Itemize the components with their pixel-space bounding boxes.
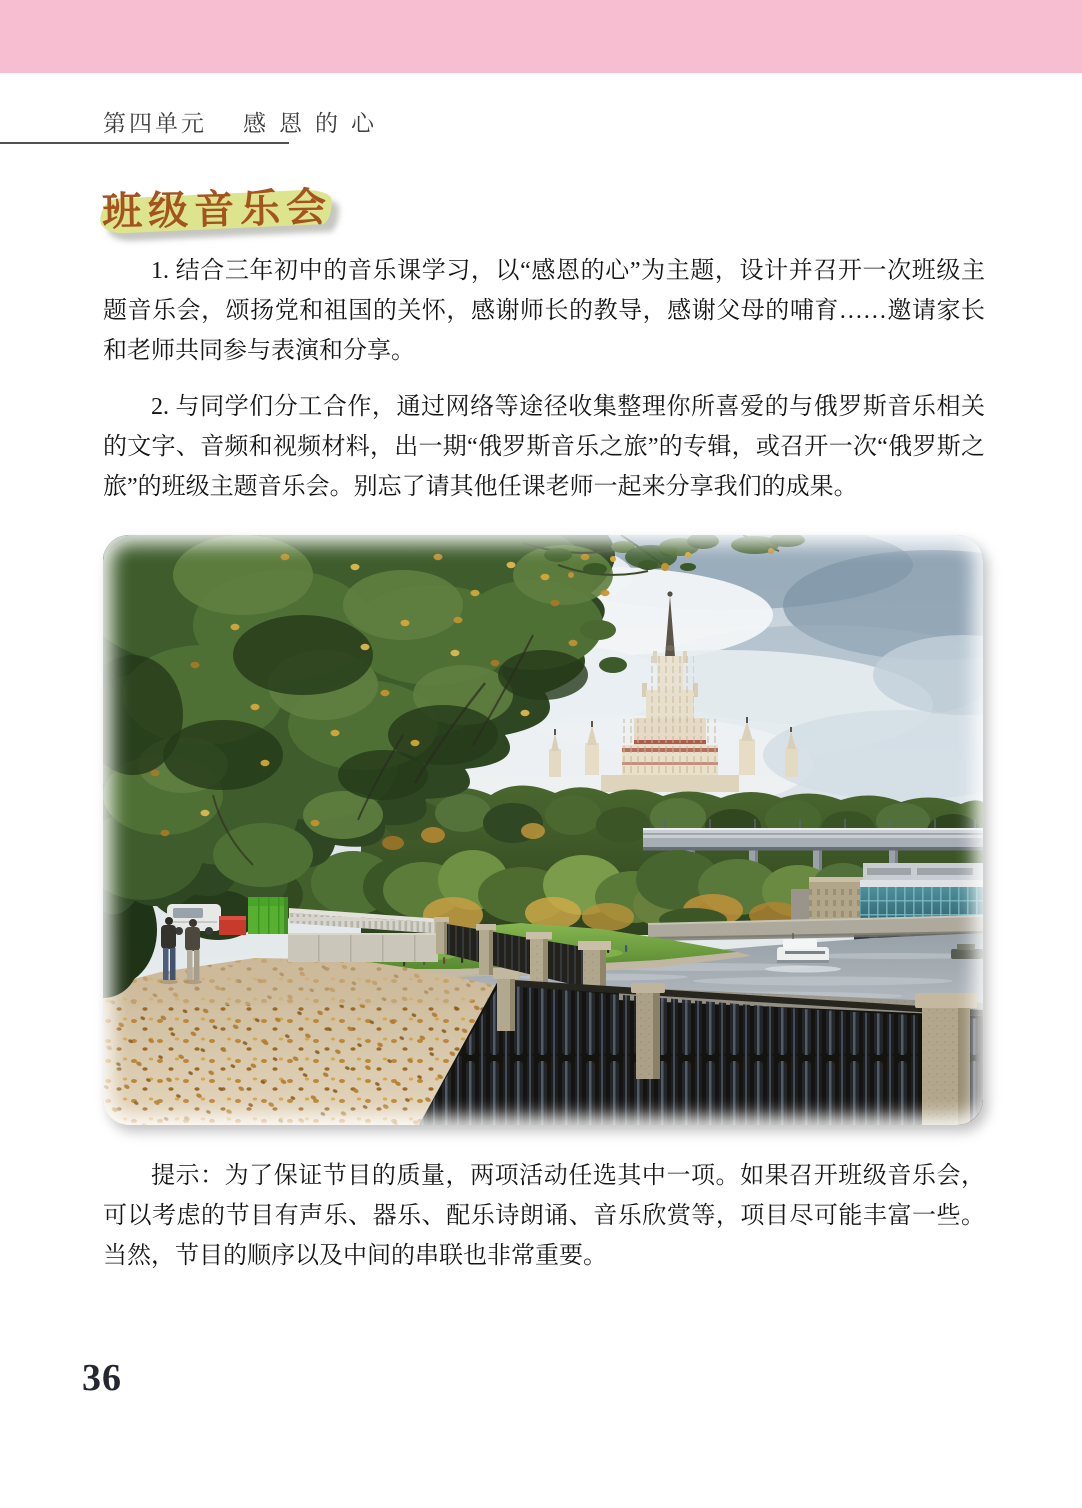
activity-paragraph-2: 2. 与同学们分工合作，通过网络等途径收集整理你所喜爱的与俄罗斯音乐相关的文字、音频和视频材料，出一期“俄罗斯音乐之旅”的专辑，或召开一次“俄罗斯之旅”的班级主题音乐会。别忘了请其他任课老师一起来分享我们的成果。 — [103, 394, 985, 500]
section-title-text: 班级音乐会 — [101, 184, 333, 235]
header-rule — [0, 142, 289, 144]
moscow-riverside-photo — [103, 535, 983, 1125]
riverside-scene — [103, 535, 983, 1125]
hint-paragraph: 提示：为了保证节目的质量，两项活动任选其中一项。如果召开班级音乐会，可以考虑的节目有声乐、器乐、配乐诗朗诵、音乐欣赏等，项目尽可能丰富一些。当然，节目的顺序以及中间的串联也非常重要。 — [103, 1163, 985, 1269]
chapter-label: 感恩的心 — [243, 111, 387, 136]
unit-label: 第四单元 — [103, 111, 207, 136]
section-title — [98, 178, 348, 238]
running-head — [103, 105, 387, 138]
page-number: 36 — [82, 1357, 122, 1399]
top-color-band — [0, 0, 1082, 73]
activity-paragraph-1: 1. 结合三年初中的音乐课学习，以“感恩的心”为主题，设计并召开一次班级主题音乐会，颂扬党和祖国的关怀，感谢师长的教导，感谢父母的哺育……邀请家长和老师共同参与表演和分享。 — [103, 258, 985, 364]
